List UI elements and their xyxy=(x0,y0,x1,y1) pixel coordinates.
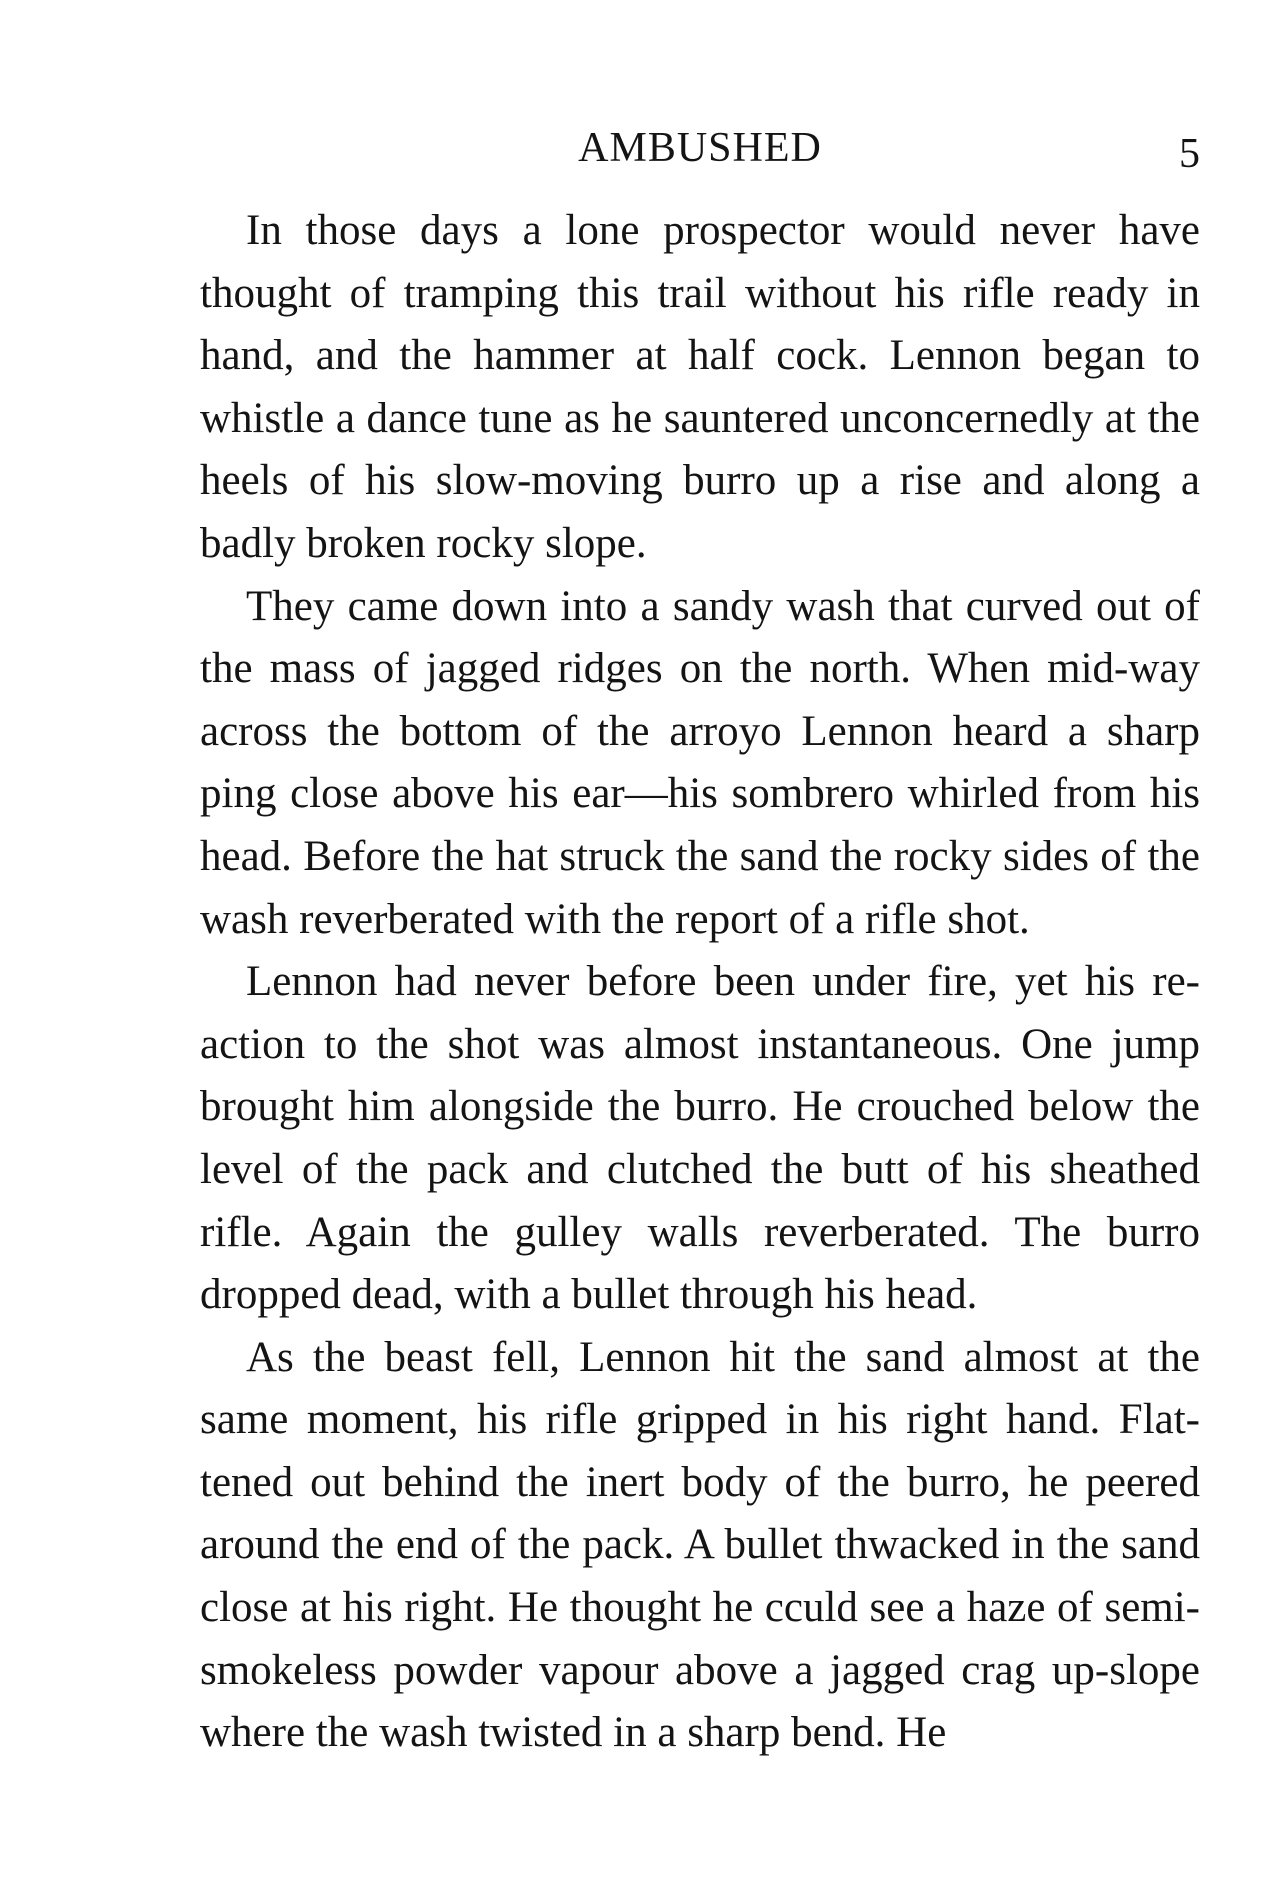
running-head xyxy=(200,118,1200,178)
paragraph-4: As the beast fell, Lennon hit the sand almost at the same moment, his rifle gripped in his right hand. Flat-tened out behind the inert body of the burro, he peered around the end of the pack. A bullet thwacked in the sand close at his right. He thought he cculd see a haze of semi-smokeless powder vapour above a jagged crag up-slope where the wash twisted in a sharp bend. He xyxy=(200,1333,1200,1757)
chapter-title: AMBUSHED xyxy=(578,125,822,171)
body-text xyxy=(200,200,1200,1765)
page-number: 5 xyxy=(1179,131,1200,177)
paragraph-3: Lennon had never before been under fire, yet his re-action to the shot was almost instantaneous. One jump brought him alongside the burro. He crouched below the level of the pack and clutched the butt of his sheathed rifle. Again the gulley walls reverberated. The burro dropped dead, with a bullet through his head. xyxy=(200,958,1200,1319)
paragraph-2: They came down into a sandy wash that curved out of the mass of jagged ridges on the north. When mid-way across the bottom of the arroyo Lennon heard a sharp ping close above his ear—his sombrero whirled from his head. Before the hat struck the sand the rocky sides of the wash reverberated with the report of a rifle shot. xyxy=(200,582,1200,943)
paragraph-1: In those days a lone prospector would never have thought of tramping this trail without his rifle ready in hand, and the hammer at half cock. Lennon began to whistle a dance tune as he sauntered unconcernedly at the heels of his slow-moving burro up a rise and along a badly broken rocky slope. xyxy=(200,207,1200,567)
